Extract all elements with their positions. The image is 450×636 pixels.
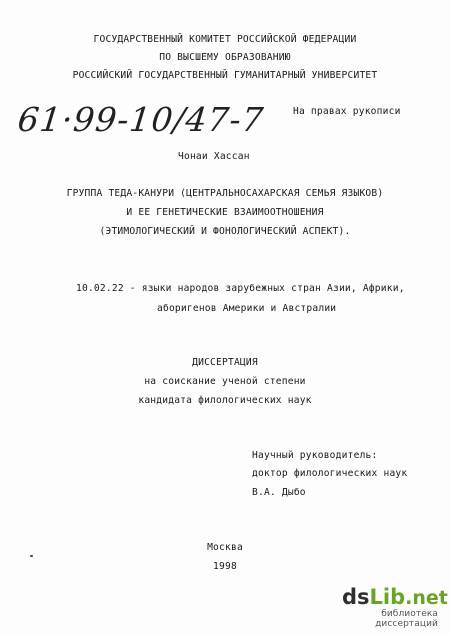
dslib-subtitle: библиотека диссертаций [375, 609, 438, 629]
dissertation-degree-line-1: на соискание ученой степени [144, 376, 306, 387]
year: 1998 [213, 561, 237, 572]
supervisor-degree: доктор филологических наук [252, 468, 408, 479]
title-line-3: (ЭТИМОЛОГИЧЕСКИЙ И ФОНОЛОГИЧЕСКИЙ АСПЕКТ). [99, 226, 351, 237]
scan-speck [30, 555, 33, 557]
dslib-watermark [342, 585, 448, 629]
specialty-line-1: 10.02.22 - языки народов зарубежных стран Азии, Африки, [76, 283, 405, 294]
dslib-logo: dsLib.net [342, 585, 448, 609]
supervisor-name: В.А. Дыбо [252, 487, 306, 498]
title-line-1: ГРУППА ТЕДА-КАНУРИ (ЦЕНТРАЛЬНОСАХАРСКАЯ СЕМЬЯ ЯЗЫКОВ) [66, 188, 384, 199]
dissertation-label: ДИССЕРТАЦИЯ [192, 357, 258, 368]
place-city: Москва [207, 542, 243, 553]
header-university: РОССИЙСКИЙ ГОСУДАРСТВЕННЫЙ ГУМАНИТАРНЫЙ УНИВЕРСИТЕТ [72, 70, 378, 81]
supervisor-label: Научный руководитель: [252, 450, 378, 461]
author-name: Чонаи Хассан [178, 151, 250, 162]
handwritten-catalog-number: 61·99-10/47-7 [15, 100, 266, 139]
dissertation-degree-line-2: кандидата филологических наук [138, 395, 312, 406]
header-education: ПО ВЫСШЕМУ ОБРАЗОВАНИЮ [159, 52, 291, 63]
header-committee: ГОСУДАРСТВЕННЫЙ КОМИТЕТ РОССИЙСКОЙ ФЕДЕРАЦИИ [93, 34, 357, 45]
specialty-line-2: аборигенов Америки и Австралии [157, 303, 337, 314]
manuscript-note: На правах рукописи [293, 106, 401, 117]
title-line-2: И ЕЕ ГЕНЕТИЧЕСКИЕ ВЗАИМООТНОШЕНИЯ [126, 207, 324, 218]
